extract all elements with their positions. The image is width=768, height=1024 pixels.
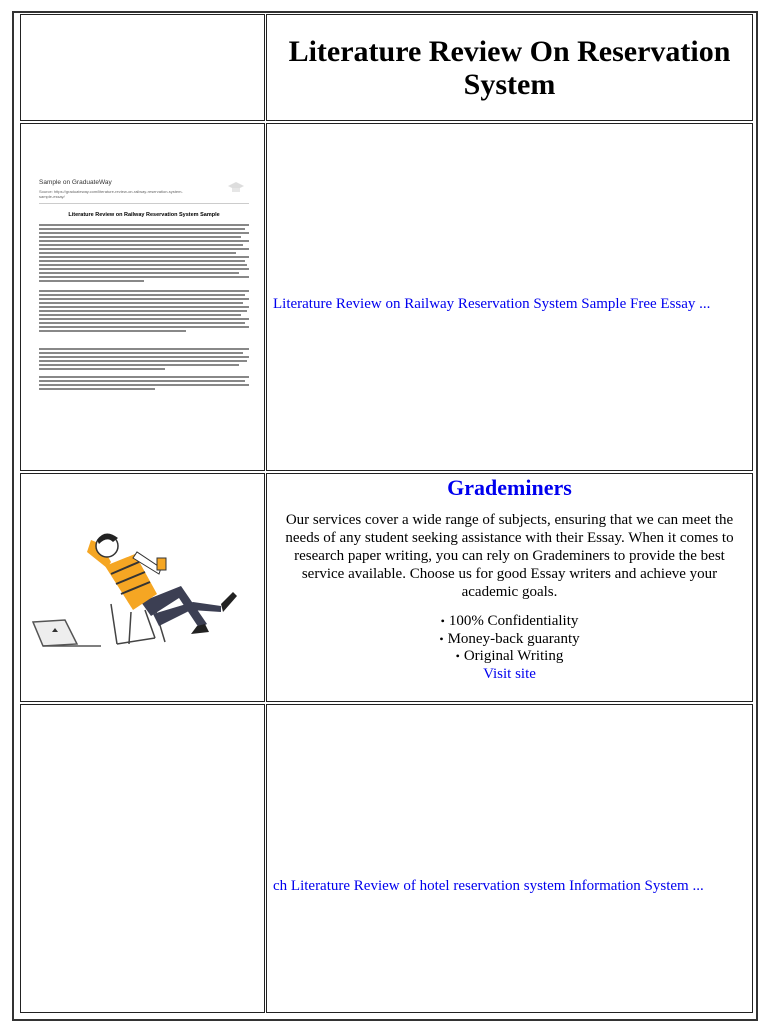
- student-relaxing-illustration: [21, 474, 265, 702]
- visit-site-link[interactable]: Visit site: [483, 665, 536, 682]
- page-title: Literature Review On Reservation System: [288, 35, 731, 101]
- result-link-cell: [266, 704, 753, 1013]
- thumbnail-source: Source: https://graduateway.com/literature-review-on-railway-reservation-system-sample-essay/: [39, 189, 183, 199]
- result-link[interactable]: Literature Review on Railway Reservation System Sample Free Essay ...: [273, 296, 711, 312]
- thumbnail-doc-title: Literature Review on Railway Reservation System Sample: [68, 212, 220, 218]
- header-empty-cell: [20, 14, 265, 121]
- result-link[interactable]: ch Literature Review of hotel reservation system Information System ...: [273, 878, 704, 894]
- divider: [39, 203, 249, 204]
- result-link-cell: [266, 123, 753, 471]
- laptop-icon: [33, 620, 101, 646]
- feature-item: • 100% Confidentiality: [267, 613, 752, 631]
- thumbnail-header: Sample on GraduateWay: [39, 179, 112, 186]
- feature-item: • Money-back guaranty: [267, 631, 752, 649]
- document-thumbnail[interactable]: [39, 179, 249, 469]
- graduation-cap-icon: [227, 181, 245, 193]
- feature-item: • Original Writing: [267, 648, 752, 666]
- ad-illustration-cell: [20, 473, 265, 702]
- ad-cell: [266, 473, 753, 702]
- document-thumbnail-cell[interactable]: [20, 123, 265, 471]
- empty-thumbnail-cell: [20, 704, 265, 1013]
- ad-title-link[interactable]: Grademiners: [447, 475, 572, 500]
- ad-description: Our services cover a wide range of subjects, ensuring that we can meet the needs of any student seeking assistance with their Essay. When it comes to research paper writing, you can rely on Grademiners to provide the best service available. Choose us for good Essay writers and achieve your academic goals.: [285, 512, 734, 600]
- title-cell: [266, 14, 753, 121]
- ad-features-list: [267, 613, 752, 666]
- thumbnail-body-text: [39, 224, 249, 390]
